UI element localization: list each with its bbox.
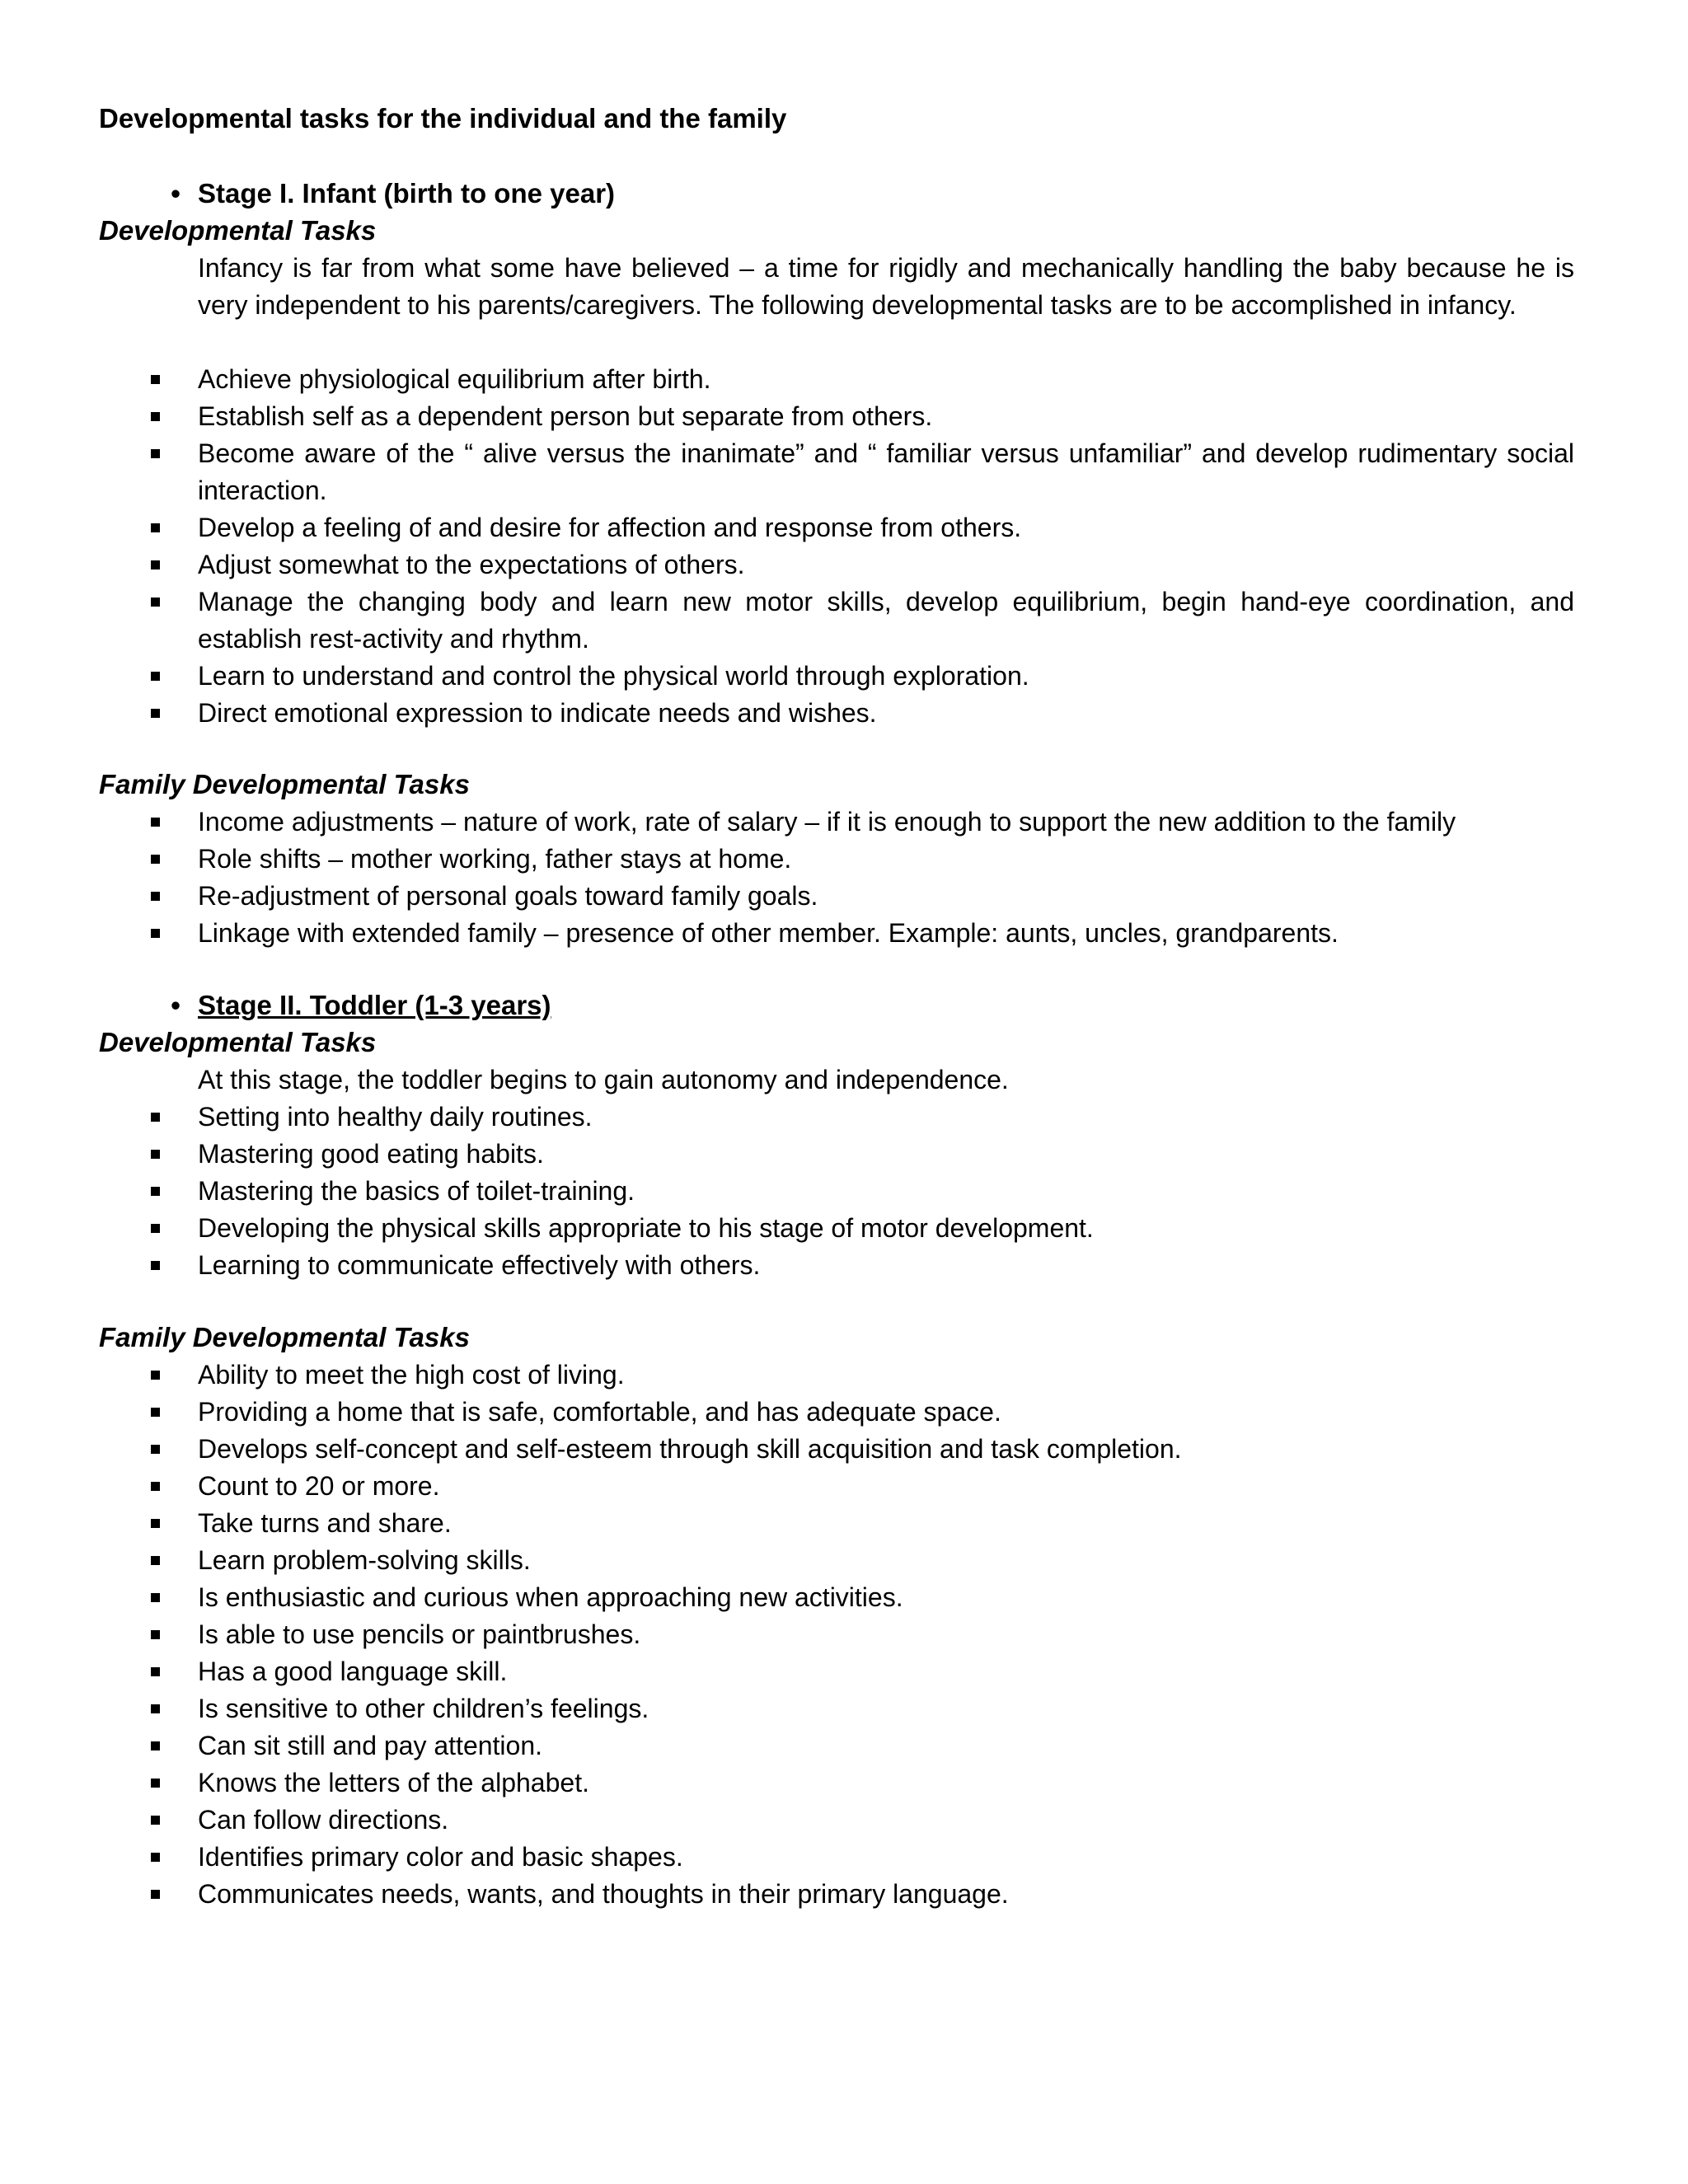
square-bullet-icon: [151, 1667, 160, 1676]
list-item-text: Can follow directions.: [198, 1805, 449, 1835]
list-item-text: Count to 20 or more.: [198, 1471, 440, 1501]
list-item-text: Direct emotional expression to indicate needs and wishes.: [198, 698, 877, 728]
list-item: [151, 398, 1574, 435]
list-item-text: Linkage with extended family – presence of other member. Example: aunts, uncles, grandparents.: [198, 918, 1339, 948]
square-bullet-icon: [151, 598, 160, 607]
list-item-text: Developing the physical skills appropriate to his stage of motor development.: [198, 1213, 1094, 1243]
list-item: [151, 509, 1574, 546]
square-bullet-icon: [151, 1593, 160, 1602]
list-item: [151, 878, 1574, 915]
list-item-text: Communicates needs, wants, and thoughts in their primary language.: [198, 1879, 1009, 1909]
list-item: [151, 1579, 1574, 1616]
list-item: [151, 658, 1574, 695]
list-item: [151, 915, 1574, 952]
bullet-dot-icon: •: [171, 178, 181, 209]
stage-1-intro-paragraph: Infancy is far from what some have believed – a time for rigidly and mechanically handling the baby because he is very independent to his parents/caregivers. The following developmental tasks are to be accomplished in infancy.: [198, 253, 1574, 320]
list-item-text: Is sensitive to other children’s feelings.: [198, 1694, 649, 1723]
list-item-text: Ability to meet the high cost of living.: [198, 1360, 625, 1390]
square-bullet-icon: [151, 1704, 160, 1713]
list-item: [151, 1394, 1574, 1431]
square-bullet-icon: [151, 375, 160, 384]
square-bullet-icon: [151, 818, 160, 827]
list-item: [151, 435, 1574, 509]
list-item-text: Mastering good eating habits.: [198, 1139, 544, 1169]
list-item: [151, 546, 1574, 583]
square-bullet-icon: [151, 1187, 160, 1196]
list-item-text: Role shifts – mother working, father stays at home.: [198, 844, 792, 874]
stage-1-developmental-tasks-heading: Developmental Tasks: [99, 215, 377, 246]
list-item: [151, 1802, 1574, 1839]
list-item-text: Knows the letters of the alphabet.: [198, 1768, 589, 1797]
list-item-text: Identifies primary color and basic shapes.: [198, 1842, 683, 1872]
list-item-text: Develop a feeling of and desire for affection and response from others.: [198, 513, 1022, 542]
square-bullet-icon: [151, 1630, 160, 1639]
square-bullet-icon: [151, 1556, 160, 1565]
list-item: [151, 1173, 1574, 1210]
stage-2-developmental-tasks-heading: Developmental Tasks: [99, 1027, 377, 1057]
list-item: [151, 1765, 1574, 1802]
square-bullet-icon: [151, 1519, 160, 1528]
list-item-text: Setting into healthy daily routines.: [198, 1102, 593, 1132]
list-item-text: Become aware of the “ alive versus the inanimate” and “ familiar versus unfamiliar” and develop rudimentary social interaction.: [198, 438, 1574, 505]
list-item: [151, 1099, 1574, 1136]
stage-2-label: Stage II. Toddler (1-3 years): [198, 990, 551, 1020]
list-item-text: Mastering the basics of toilet-training.: [198, 1176, 635, 1206]
square-bullet-icon: [151, 1371, 160, 1380]
stage-1-developmental-tasks-list: [151, 361, 1574, 732]
list-item-text: Providing a home that is safe, comfortable, and has adequate space.: [198, 1397, 1001, 1427]
list-item: [151, 1653, 1574, 1690]
list-item-text: Achieve physiological equilibrium after birth.: [198, 364, 711, 394]
list-item: [151, 804, 1574, 841]
document-title: Developmental tasks for the individual and the family: [99, 103, 787, 134]
list-item-text: Establish self as a dependent person but separate from others.: [198, 401, 933, 431]
list-item-text: Learn to understand and control the physical world through exploration.: [198, 661, 1029, 691]
square-bullet-icon: [151, 560, 160, 569]
list-item: [151, 1839, 1574, 1876]
square-bullet-icon: [151, 892, 160, 901]
square-bullet-icon: [151, 449, 160, 458]
list-item-text: Learn problem-solving skills.: [198, 1545, 531, 1575]
list-item: [151, 1247, 1574, 1284]
square-bullet-icon: [151, 1816, 160, 1825]
list-item: [151, 1431, 1574, 1468]
square-bullet-icon: [151, 929, 160, 938]
list-item: [151, 1542, 1574, 1579]
list-item: [151, 1690, 1574, 1727]
square-bullet-icon: [151, 412, 160, 421]
stage-1-family-tasks-heading: Family Developmental Tasks: [99, 769, 470, 799]
square-bullet-icon: [151, 855, 160, 864]
stage-2-developmental-tasks-list: [151, 1099, 1574, 1284]
list-item: [151, 841, 1574, 878]
square-bullet-icon: [151, 1853, 160, 1862]
list-item: [151, 1468, 1574, 1505]
list-item-text: Is enthusiastic and curious when approaching new activities.: [198, 1582, 903, 1612]
stage-2-family-tasks-heading: Family Developmental Tasks: [99, 1322, 470, 1352]
square-bullet-icon: [151, 1779, 160, 1788]
square-bullet-icon: [151, 1408, 160, 1417]
list-item-text: Has a good language skill.: [198, 1657, 508, 1686]
square-bullet-icon: [151, 1261, 160, 1270]
list-item-text: Can sit still and pay attention.: [198, 1731, 543, 1760]
list-item: [151, 1136, 1574, 1173]
square-bullet-icon: [151, 672, 160, 681]
list-item: [151, 1210, 1574, 1247]
stage-2-intro-paragraph: At this stage, the toddler begins to gain autonomy and independence.: [198, 1065, 1009, 1094]
square-bullet-icon: [151, 709, 160, 718]
list-item: [151, 1876, 1574, 1913]
square-bullet-icon: [151, 1224, 160, 1233]
square-bullet-icon: [151, 1482, 160, 1491]
list-item: [151, 361, 1574, 398]
square-bullet-icon: [151, 1890, 160, 1899]
stage-1-label: Stage I. Infant (birth to one year): [198, 178, 616, 209]
list-item-text: Develops self-concept and self-esteem through skill acquisition and task completion.: [198, 1434, 1182, 1464]
square-bullet-icon: [151, 1741, 160, 1750]
list-item: [151, 1727, 1574, 1765]
list-item-text: Learning to communicate effectively with others.: [198, 1250, 761, 1280]
list-item-text: Take turns and share.: [198, 1508, 452, 1538]
stage-2-family-tasks-list: [151, 1357, 1574, 1913]
list-item-text: Re-adjustment of personal goals toward family goals.: [198, 881, 818, 911]
list-item-text: Manage the changing body and learn new motor skills, develop equilibrium, begin hand-eye coordination, and establish rest-activity and rhythm.: [198, 587, 1574, 654]
square-bullet-icon: [151, 1150, 160, 1159]
list-item: [151, 1357, 1574, 1394]
list-item: [151, 583, 1574, 658]
list-item: [151, 1505, 1574, 1542]
list-item-text: Adjust somewhat to the expectations of others.: [198, 550, 745, 579]
square-bullet-icon: [151, 523, 160, 532]
list-item: [151, 695, 1574, 732]
list-item-text: Income adjustments – nature of work, rate of salary – if it is enough to support the new addition to the family: [198, 807, 1456, 837]
square-bullet-icon: [151, 1113, 160, 1122]
list-item-text: Is able to use pencils or paintbrushes.: [198, 1619, 641, 1649]
square-bullet-icon: [151, 1445, 160, 1454]
bullet-dot-icon: •: [171, 990, 181, 1020]
stage-1-family-tasks-list: [151, 804, 1574, 952]
list-item: [151, 1616, 1574, 1653]
